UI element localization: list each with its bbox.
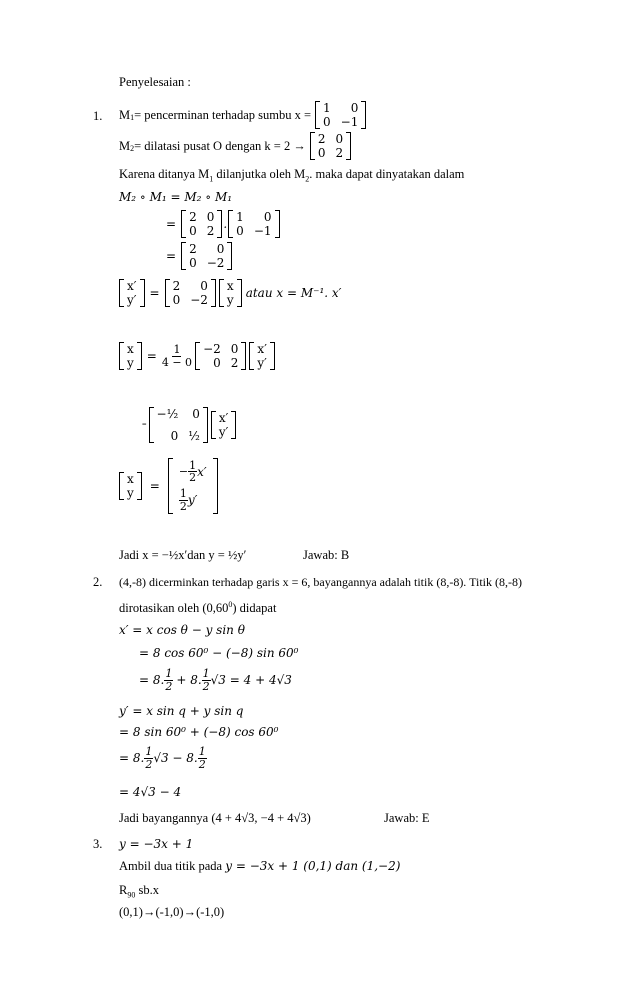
solution-vector: x y = − $\frac{1}{2}$ x′ $\frac{1}{2}$ y′ bbox=[119, 455, 218, 517]
p2-line2: dirotasikan oleh (0,60$^0$) didapat bbox=[119, 600, 277, 616]
p3-mapping: (0,1)→(-1,0)→(-1,0) bbox=[119, 905, 225, 919]
xprime-step1: = 8 cos 60⁰ − (−8) sin 60⁰ bbox=[139, 646, 299, 660]
yprime-step2: = 8. $\frac{1}{2}$ √3 − 8. $\frac{1}{2}$ bbox=[119, 744, 206, 771]
problem-number-1: 1. bbox=[93, 109, 103, 123]
matrix-result: = 2 0 0 −2 bbox=[166, 241, 232, 271]
answer-1-choice: Jawab: B bbox=[303, 548, 350, 562]
m1-definition: M $_1$ = pencerminan terhadap sumbu x = 1 0 0 −1 bbox=[119, 100, 366, 130]
matrix-product: = 2 0 0 2 . 1 0 0 −1 bbox=[166, 209, 280, 239]
problem-number-3: 3. bbox=[93, 837, 103, 851]
p3-rotation: $R_{90}$ sb.x bbox=[119, 883, 159, 900]
transform-equation: x′ y′ = 2 0 0 −2 x y atau x = M⁻¹. x′ bbox=[119, 278, 341, 308]
m2-matrix: 2 0 0 2 bbox=[310, 132, 351, 160]
yprime-formula: y′ = x sin q + y sin q bbox=[119, 704, 244, 718]
answer-2-choice: Jawab: E bbox=[384, 811, 430, 825]
half-matrix-equation: = −½ 0 0 ½ x′ y′ bbox=[142, 398, 236, 452]
m1-matrix: 1 0 0 −1 bbox=[315, 101, 366, 129]
yprime-result: = 4√3 − 4 bbox=[119, 785, 182, 799]
p3-equation: y = −3x + 1 bbox=[119, 837, 194, 851]
p3-points: Ambil dua titik pada y = −3x + 1 (0,1) dan (1,−2) bbox=[119, 859, 401, 873]
answer-1-text: Jadi x = −½x′dan y = ½y′ bbox=[119, 548, 247, 562]
xprime-formula: x′ = x cos θ − y sin θ bbox=[119, 623, 245, 637]
yprime-step1: = 8 sin 60⁰ + (−8) cos 60⁰ bbox=[119, 725, 279, 739]
p2-line1: (4,-8) dicerminkan terhadap garis x = 6, bayangannya adalah titik (8,-8). Titik (8,-8) bbox=[119, 575, 522, 589]
karena-line: Karena ditanya $M_1$ dilanjutka oleh $M_2$. maka dapat dinyatakan dalam bbox=[119, 167, 465, 184]
reflection-matrix: 1 0 0 −1 bbox=[228, 210, 279, 238]
result-matrix: 2 0 0 −2 bbox=[181, 242, 232, 270]
composition-equation: M₂ ∘ M₁ = M₂ ∘ M₁ bbox=[119, 190, 233, 204]
xprime-step2: = 8. $\frac{1}{2}$ + 8. $\frac{1}{2}$ √3 = 4 + 4√3 bbox=[139, 666, 292, 693]
dilation-matrix: 2 0 0 2 bbox=[181, 210, 222, 238]
problem-number-2: 2. bbox=[93, 575, 103, 589]
inverse-equation: x y = $\frac{1}{4 - 0}$ −2 0 0 2 x′ y′ bbox=[119, 339, 275, 373]
answer-2-text: Jadi bayangannya (4 + 4√3, −4 + 4√3) bbox=[119, 811, 311, 825]
section-heading: Penyelesaian : bbox=[119, 75, 191, 89]
m2-definition: M $_2$ = dilatasi pusat O dengan k = 2 → 2 0 0 2 bbox=[119, 131, 351, 161]
